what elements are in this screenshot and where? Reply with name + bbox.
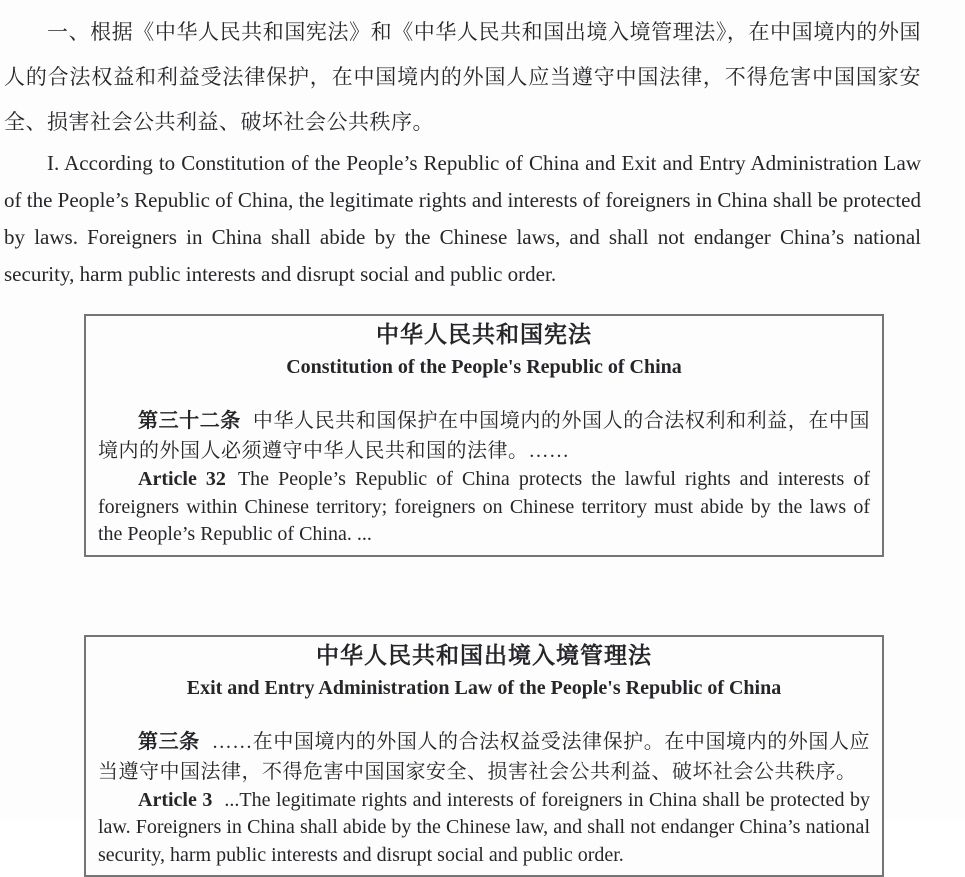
exit-entry-article-label-zh: 第三条 — [138, 731, 200, 753]
constitution-title-en: Constitution of the People's Republic of China — [98, 352, 870, 382]
exit-entry-title-en: Exit and Entry Administration Law of the People's Republic of China — [98, 673, 870, 703]
exit-entry-title-zh: 中华人民共和国出境入境管理法 — [98, 639, 870, 673]
exit-entry-article-text-zh: ……在中国境内的外国人的合法权益受法律保护。在中国境内的外国人应当遵守中国法律，不得危害中国国家安全、损害社会公共利益、破坏社会公共秩序。 — [98, 731, 870, 783]
intro-paragraph-zh: 一、根据《中华人民共和国宪法》和《中华人民共和国出境入境管理法》，在中国境内的外国人的合法权益和利益受法律保护，在中国境内的外国人应当遵守中国法律，不得危害中国国家安全、损害社会公共利益、破坏社会公共秩序。 — [4, 10, 921, 145]
intro-paragraph-en: I. According to Constitution of the People’s Republic of China and Exit and Entry Administration Law of the People’s Republic of China, the legitimate rights and interests of foreigners in China shall be protected by laws. Foreigners in China shall abide by the Chinese laws, and shall not endanger China’s national security, harm public interests and disrupt social and public order. — [4, 145, 921, 293]
exit-entry-article-label-en: Article 3 — [138, 789, 212, 811]
constitution-title-zh: 中华人民共和国宪法 — [98, 318, 870, 352]
law-box-constitution — [84, 314, 884, 557]
constitution-article-paragraph-en — [98, 466, 870, 549]
law-box-exit-entry — [84, 635, 884, 877]
constitution-article-label-en: Article 32 — [138, 468, 226, 490]
constitution-article-label-zh: 第三十二条 — [138, 410, 241, 432]
constitution-article-text-zh: 中华人民共和国保护在中国境内的外国人的合法权利和利益，在中国境内的外国人必须遵守中华人民共和国的法律。…… — [98, 410, 870, 462]
constitution-article-paragraph-zh — [98, 406, 870, 466]
constitution-article-text-en: The People’s Republic of China protects the lawful rights and interests of foreigners within Chinese territory; foreigners on Chinese territory must abide by the laws of the People’s Republic of China. ... — [98, 468, 870, 545]
exit-entry-article-text-en: ...The legitimate rights and interests of foreigners in China shall be protected by law. Foreigners in China shall abide by the Chinese law, and shall not endanger China’s national security, harm public interests and disrupt social and public order. — [98, 789, 870, 866]
exit-entry-article-paragraph-en — [98, 787, 870, 870]
exit-entry-article-paragraph-zh — [98, 727, 870, 787]
